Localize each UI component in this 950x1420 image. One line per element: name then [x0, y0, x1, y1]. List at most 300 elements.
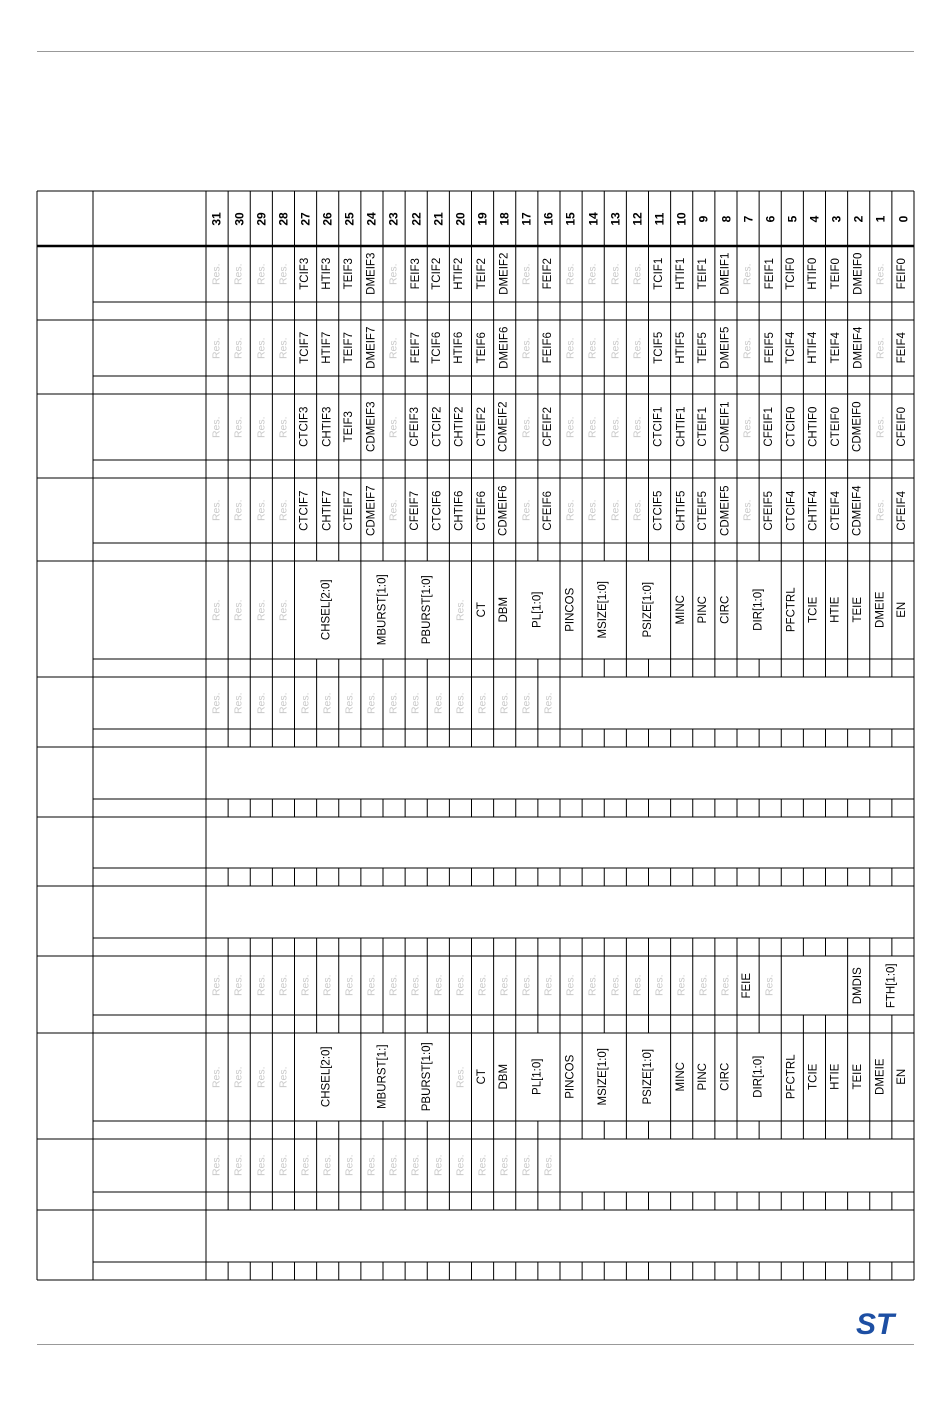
bit-field: [339, 394, 361, 460]
bit-field-text: MBURST[1:0]: [376, 574, 389, 646]
bit-number: [206, 191, 228, 246]
reserved-field-text: Res.: [387, 692, 400, 714]
reserved-field-text: Res.: [520, 337, 533, 359]
reserved-field: [383, 246, 405, 302]
bit-field-text: TCIF7: [298, 332, 311, 364]
reserved-field: [737, 394, 759, 460]
bit-field-text: HTIE: [829, 596, 842, 624]
bit-field: [781, 1033, 803, 1121]
reserved-field: [317, 677, 339, 729]
bit-field: [870, 561, 892, 659]
bit-field: [671, 561, 693, 659]
bit-field: [803, 394, 825, 460]
reserved-field: [272, 320, 294, 376]
bit-field: [560, 1033, 582, 1121]
bit-number-text: 2: [851, 215, 866, 222]
reserved-field: [516, 1139, 538, 1192]
reserved-field: [206, 320, 228, 376]
reserved-field: [494, 956, 516, 1015]
reserved-field-text: Res.: [210, 1154, 223, 1177]
reserved-field-text: Res.: [454, 1066, 467, 1088]
reserved-field: [206, 1033, 228, 1121]
bit-field-text: CHTIF6: [453, 490, 466, 531]
reserved-field: [604, 394, 626, 460]
reserved-field: [206, 677, 228, 729]
reserved-field-text: Res.: [210, 499, 223, 522]
bit-field-text: TEIF7: [343, 332, 356, 364]
bit-field-text: TCIF0: [785, 258, 798, 290]
bit-field: [826, 478, 848, 543]
bit-number-text: 27: [298, 211, 313, 226]
bit-field: [759, 246, 781, 302]
bit-number-text: 14: [586, 211, 601, 226]
bit-field: [449, 478, 471, 543]
reserved-field: [272, 677, 294, 729]
reserved-field: [626, 956, 648, 1015]
bit-field-text: CDMEIF4: [851, 485, 864, 536]
reserved-field: [206, 561, 228, 659]
bit-field-text: FEIF0: [896, 258, 909, 290]
bit-number-text: 17: [519, 211, 534, 226]
reserved-field-text: Res.: [631, 263, 644, 285]
reserved-field: [295, 677, 317, 729]
bit-field: [649, 394, 671, 460]
bit-number: [339, 191, 361, 246]
reserved-field: [250, 246, 272, 302]
bit-field-text: CTEIF2: [475, 407, 488, 447]
bit-field-text: CFEIF7: [409, 490, 422, 531]
bit-field: [671, 478, 693, 543]
bit-number: [317, 191, 339, 246]
bit-field: [494, 320, 516, 376]
reserved-field-text: Res.: [210, 692, 223, 714]
bit-field: [826, 394, 848, 460]
reserved-field: [427, 677, 449, 729]
bit-field: [516, 1033, 560, 1121]
reserved-field: [560, 246, 582, 302]
bit-field-text: DBM: [497, 1064, 510, 1090]
bit-field: [494, 478, 516, 543]
reserved-field-text: Res.: [232, 1154, 245, 1177]
reserved-field: [870, 246, 892, 302]
bit-field: [693, 561, 715, 659]
bit-field-text: CTCIF5: [652, 490, 665, 531]
reserved-field-text: Res.: [586, 499, 599, 522]
bit-field-text: DMEIF3: [365, 252, 378, 296]
reserved-field: [560, 320, 582, 376]
bit-field: [472, 1033, 494, 1121]
bit-number: [427, 191, 449, 246]
bit-field-text: HTIF0: [807, 258, 820, 290]
bit-field-text: CTCIF4: [785, 490, 798, 531]
bit-number: [870, 191, 892, 246]
reserved-field-text: Res.: [520, 1154, 533, 1177]
bit-number: [516, 191, 538, 246]
bit-field: [715, 478, 737, 543]
bit-number: [272, 191, 294, 246]
bit-field: [582, 1033, 626, 1121]
reserved-field-text: Res.: [520, 416, 533, 438]
bit-number-text: 19: [475, 211, 490, 226]
reserved-field: [626, 478, 648, 543]
bit-field: [826, 1033, 848, 1121]
bit-field-text: PL[1:0]: [531, 1058, 544, 1096]
reserved-field: [250, 320, 272, 376]
bit-field: [693, 320, 715, 376]
bit-field: [361, 246, 383, 302]
reserved-field-text: Res.: [365, 1154, 378, 1177]
reserved-field-text: Res.: [609, 263, 622, 285]
bit-field: [803, 246, 825, 302]
bit-number-text: 0: [895, 215, 910, 222]
bit-field: [317, 478, 339, 543]
bit-field: [317, 246, 339, 302]
bit-field-text: CTEIF1: [697, 407, 710, 447]
reserved-field: [206, 394, 228, 460]
bit-field-text: PINCOS: [564, 1054, 577, 1100]
bit-field-text: CTCIF3: [298, 406, 311, 448]
reserved-field: [604, 478, 626, 543]
reserved-field-text: Res.: [542, 974, 555, 997]
bit-number-text: 26: [320, 211, 335, 226]
reserved-field-text: Res.: [586, 263, 599, 285]
bit-field: [538, 246, 560, 302]
reserved-field: [516, 320, 538, 376]
bit-field-text: PFCTRL: [785, 1054, 798, 1100]
reserved-field: [582, 246, 604, 302]
reserved-field-text: Res.: [277, 499, 290, 522]
st-logo-text: ST: [856, 1308, 895, 1338]
reserved-field: [472, 677, 494, 729]
reserved-field-text: Res.: [387, 337, 400, 359]
bit-field: [693, 478, 715, 543]
reserved-field-text: Res.: [874, 499, 887, 522]
reserved-field: [737, 478, 759, 543]
bit-field: [449, 246, 471, 302]
bit-field: [715, 561, 737, 659]
reserved-field: [339, 1139, 361, 1192]
bit-field: [494, 246, 516, 302]
reserved-field-text: Res.: [255, 692, 268, 714]
bit-number-text: 24: [364, 211, 379, 226]
bit-field: [671, 1033, 693, 1121]
reserved-field: [361, 1139, 383, 1192]
reserved-field-text: Res.: [653, 974, 666, 997]
reserved-field: [383, 677, 405, 729]
reserved-field-text: Res.: [299, 1154, 312, 1177]
reserved-field: [361, 956, 383, 1015]
reserved-field: [715, 956, 737, 1015]
reserved-field: [206, 246, 228, 302]
reserved-field-text: Res.: [232, 974, 245, 997]
bit-field: [671, 320, 693, 376]
bit-number-text: 10: [674, 211, 689, 226]
bit-number: [361, 191, 383, 246]
reserved-field: [516, 394, 538, 460]
bit-number: [715, 191, 737, 246]
reserved-field-text: Res.: [874, 416, 887, 438]
reserved-field-text: Res.: [232, 599, 245, 621]
bit-field: [582, 561, 626, 659]
bit-field-text: CDMEIF3: [365, 401, 378, 453]
bit-number: [803, 191, 825, 246]
bit-field-text: TEIF4: [829, 332, 842, 364]
bit-field-text: HTIE: [829, 1063, 842, 1091]
bit-field: [892, 478, 914, 543]
bit-field: [693, 246, 715, 302]
reserved-field-text: Res.: [277, 337, 290, 359]
reserved-field-text: Res.: [232, 263, 245, 285]
reserved-field-text: Res.: [874, 337, 887, 359]
bit-field: [361, 320, 383, 376]
bit-number-text: 21: [431, 211, 446, 226]
bit-field: [848, 1033, 870, 1121]
bit-field-text: CTCIF0: [785, 406, 798, 448]
bit-field-text: CHTIF5: [674, 490, 687, 531]
bit-field-text: CIRC: [719, 1062, 732, 1092]
bit-number: [449, 191, 471, 246]
reserved-field-text: Res.: [210, 599, 223, 621]
bit-field: [427, 246, 449, 302]
bit-number: [626, 191, 648, 246]
reserved-field-text: Res.: [520, 692, 533, 714]
reserved-field: [449, 1033, 471, 1121]
bit-number: [693, 191, 715, 246]
reserved-field-text: Res.: [476, 974, 489, 997]
reserved-field: [870, 394, 892, 460]
reserved-field-text: Res.: [631, 416, 644, 438]
bit-field: [538, 394, 560, 460]
bit-field: [826, 246, 848, 302]
reserved-field: [449, 677, 471, 729]
bit-field-text: DMEIF6: [497, 326, 510, 370]
reserved-field: [560, 394, 582, 460]
bit-field-text: PSIZE[1:0]: [641, 1049, 654, 1105]
bit-number-text: 29: [254, 211, 269, 226]
bit-field-text: CHTIF2: [453, 406, 466, 448]
reserved-field: [582, 320, 604, 376]
bit-number-text: 5: [785, 215, 800, 222]
bit-field: [759, 394, 781, 460]
bit-field-text: TCIF2: [431, 258, 444, 290]
bit-field-text: CT: [475, 1069, 488, 1085]
reserved-field-text: Res.: [454, 692, 467, 714]
bit-field-text: TEIF3: [343, 411, 356, 443]
reserved-field-text: Res.: [763, 974, 776, 997]
bit-field: [781, 394, 803, 460]
bit-field-text: DMEIF4: [851, 326, 864, 370]
reserved-field-text: Res.: [609, 974, 622, 997]
reserved-field-text: Res.: [586, 416, 599, 438]
bit-field-text: PL[1:0]: [531, 591, 544, 629]
bit-field: [361, 478, 383, 543]
reserved-field: [383, 394, 405, 460]
bit-field: [737, 561, 781, 659]
reserved-field: [516, 478, 538, 543]
bit-field-text: FEIF6: [542, 332, 555, 364]
bit-number-text: 7: [741, 215, 756, 222]
bit-field: [781, 561, 803, 659]
reserved-field-text: Res.: [277, 263, 290, 285]
bit-number: [671, 191, 693, 246]
bit-number: [848, 191, 870, 246]
reserved-field: [582, 394, 604, 460]
reserved-field-text: Res.: [387, 974, 400, 997]
bit-field: [295, 478, 317, 543]
bit-field: [472, 561, 494, 659]
reserved-field-text: Res.: [741, 499, 754, 522]
bit-number-text: 28: [276, 211, 291, 226]
bit-field-text: CFEIF2: [542, 407, 555, 447]
reserved-field-text: Res.: [498, 974, 511, 997]
bit-field: [671, 394, 693, 460]
bit-field-text: DBM: [497, 597, 510, 623]
bit-field: [339, 246, 361, 302]
bit-field: [538, 478, 560, 543]
bit-field: [538, 320, 560, 376]
reserved-field-text: Res.: [277, 692, 290, 714]
reserved-field-text: Res.: [476, 692, 489, 714]
bit-field-text: CDMEIF7: [365, 485, 378, 536]
bit-field-text: CFEIF1: [763, 407, 776, 447]
bit-field: [693, 1033, 715, 1121]
bit-field-text: FEIF3: [409, 258, 422, 290]
bit-field: [759, 478, 781, 543]
bit-field-text: CDMEIF2: [497, 401, 510, 453]
reserved-field: [516, 677, 538, 729]
bit-field-text: CTEIF7: [343, 490, 356, 531]
reserved-field: [228, 1033, 250, 1121]
reserved-field-text: Res.: [520, 974, 533, 997]
reserved-field-text: Res.: [432, 1154, 445, 1177]
bit-number-text: 22: [409, 211, 424, 226]
bit-field-text: CDMEIF5: [719, 485, 732, 536]
bit-field-text: TEIF1: [697, 258, 710, 290]
bit-field: [826, 561, 848, 659]
bit-field-text: CHSEL[2:0]: [320, 579, 333, 641]
bit-field: [427, 320, 449, 376]
bit-field-text: PINC: [697, 596, 710, 624]
bit-field: [317, 394, 339, 460]
reserved-field-text: Res.: [409, 974, 422, 997]
bit-number-text: 31: [210, 211, 225, 226]
reserved-field: [449, 1139, 471, 1192]
reserved-field-text: Res.: [586, 974, 599, 997]
reserved-field-text: Res.: [432, 692, 445, 714]
bit-field-text: FEIF1: [763, 258, 776, 290]
reserved-field: [870, 320, 892, 376]
reserved-field-text: Res.: [232, 337, 245, 359]
bit-number: [892, 191, 914, 246]
reserved-field-text: Res.: [476, 1154, 489, 1177]
bit-field-text: DMEIF1: [719, 252, 732, 296]
bit-field-text: TEIF3: [343, 258, 356, 290]
reserved-field-text: Res.: [586, 337, 599, 359]
reserved-field-text: Res.: [387, 499, 400, 522]
reserved-field-text: Res.: [609, 337, 622, 359]
bit-field: [826, 320, 848, 376]
reserved-field: [649, 956, 671, 1015]
reserved-field: [272, 246, 294, 302]
bit-field-text: TCIF1: [652, 258, 665, 290]
reserved-field: [383, 478, 405, 543]
reserved-field-text: Res.: [564, 337, 577, 359]
bit-field-text: CHTIF0: [807, 406, 820, 448]
bit-field: [516, 561, 560, 659]
bit-number: [826, 191, 848, 246]
reserved-field-text: Res.: [564, 974, 577, 997]
reserved-field-text: Res.: [564, 499, 577, 522]
bit-field: [715, 394, 737, 460]
reserved-field: [737, 320, 759, 376]
bit-field-text: HTIF6: [453, 332, 466, 364]
reserved-field-text: Res.: [210, 263, 223, 285]
bit-field: [295, 320, 317, 376]
bit-field-text: TCIE: [807, 1063, 820, 1091]
bit-field-text: PINCOS: [564, 587, 577, 633]
reserved-field: [560, 956, 582, 1015]
reserved-field: [339, 956, 361, 1015]
bit-field: [361, 394, 383, 460]
bit-field-text: CTEIF0: [829, 407, 842, 447]
reserved-field: [427, 1139, 449, 1192]
bit-number: [604, 191, 626, 246]
reserved-field-text: Res.: [409, 692, 422, 714]
reserved-field-text: Res.: [299, 974, 312, 997]
reserved-field: [626, 246, 648, 302]
bit-field-text: PSIZE[1:0]: [641, 582, 654, 638]
bit-field-text: TEIF0: [829, 258, 842, 290]
bit-number: [250, 191, 272, 246]
reserved-field-text: Res.: [210, 1066, 223, 1088]
reserved-field: [272, 1139, 294, 1192]
bit-number-text: 25: [342, 211, 357, 226]
bit-field: [715, 320, 737, 376]
bit-field: [472, 246, 494, 302]
bit-field-text: CHTIF1: [674, 406, 687, 448]
bit-field: [892, 1033, 914, 1121]
bit-field-text: DIR[1:0]: [752, 588, 765, 632]
bit-field-text: CHTIF4: [807, 490, 820, 531]
reserved-field: [317, 1139, 339, 1192]
reserved-field: [516, 956, 538, 1015]
bit-number-text: 4: [807, 215, 822, 222]
reserved-field-text: Res.: [741, 416, 754, 438]
bit-field-text: TCIF5: [652, 332, 665, 364]
bit-field-text: MINC: [674, 595, 687, 625]
reserved-field-text: Res.: [365, 974, 378, 997]
bit-number-text: 3: [829, 215, 844, 222]
reserved-field-text: Res.: [741, 337, 754, 359]
reserved-field-text: Res.: [277, 1066, 290, 1088]
bit-number: [737, 191, 759, 246]
bit-field: [339, 320, 361, 376]
bit-field-text: FEIF2: [542, 258, 555, 290]
reserved-field: [516, 246, 538, 302]
bit-field-text: DMEIF5: [719, 326, 732, 370]
bit-field-text: CIRC: [719, 595, 732, 625]
bit-field-text: CT: [475, 602, 488, 618]
reserved-field-text: Res.: [432, 974, 445, 997]
bit-field: [339, 478, 361, 543]
bit-number-text: 6: [763, 215, 778, 222]
bit-field: [870, 956, 914, 1015]
reserved-field: [295, 956, 317, 1015]
reserved-field-text: Res.: [255, 263, 268, 285]
bit-field: [449, 394, 471, 460]
bit-field-text: CFEIF0: [896, 407, 909, 447]
bit-field-text: DMEIF2: [497, 252, 510, 296]
